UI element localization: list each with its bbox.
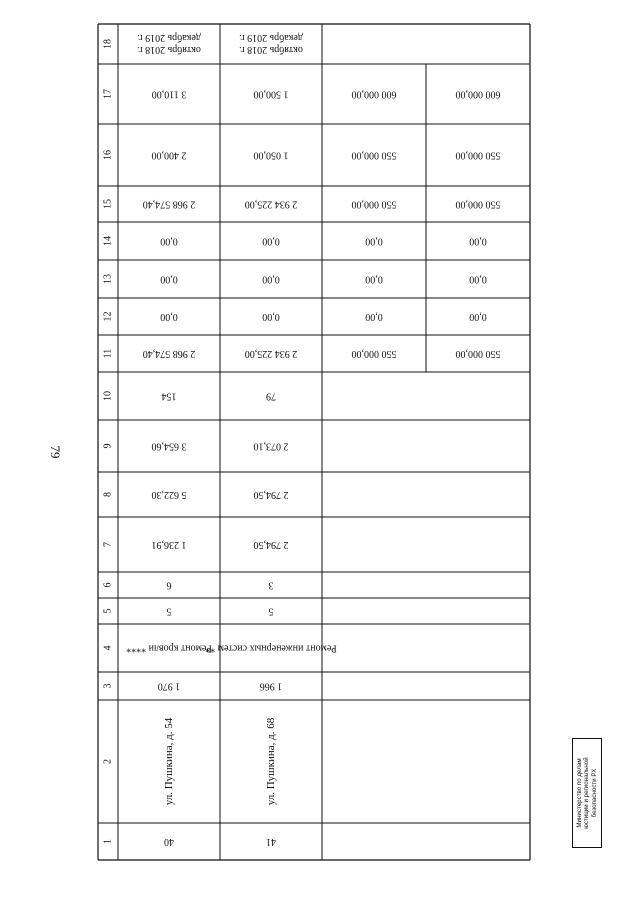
sub-cell-16: 550 000,00 — [351, 149, 397, 161]
cell-3: 1 966 — [259, 680, 283, 692]
work-type-cell: Ремонт инженерных систем ** — [205, 642, 337, 654]
sub-cell-17: 600 000,00 — [455, 88, 501, 100]
cell-16: 2 400,00 — [151, 149, 187, 161]
sub-cell-12: 0,00 — [365, 311, 383, 322]
column-number-16: 16 — [102, 150, 114, 160]
column-number-3: 3 — [102, 683, 114, 689]
address-cell: ул. Пушкина, д. 68 — [265, 717, 277, 806]
column-number-7: 7 — [102, 542, 114, 547]
cell-11: 2 968 574,40 — [142, 348, 196, 359]
cell-5: 5 — [268, 605, 274, 617]
column-number-2: 2 — [102, 759, 114, 764]
cell-15: 2 934 225,00 — [244, 198, 298, 210]
cell-7: 2 794,50 — [253, 539, 289, 550]
cell-5: 5 — [166, 605, 172, 617]
column-number-18: 18 — [102, 39, 114, 49]
column-number-14: 14 — [102, 236, 114, 246]
sub-cell-12: 0,00 — [469, 311, 487, 322]
period-cell: октябрь 2018 г.декабрь 2019 г. — [239, 32, 303, 55]
sub-cell-13: 0,00 — [365, 273, 383, 285]
ministry-stamp — [572, 738, 602, 848]
cell-12: 0,00 — [262, 311, 280, 322]
cell-6: 6 — [166, 579, 172, 591]
cell-11: 2 934 225,00 — [244, 348, 298, 359]
stamp-line-3: безопасности РХ — [590, 768, 598, 818]
cell-15: 2 968 574,40 — [142, 198, 196, 210]
cell-10: 79 — [266, 390, 276, 402]
stamp-text — [576, 739, 598, 847]
cell-13: 0,00 — [160, 273, 178, 285]
cell-1: 40 — [164, 836, 174, 847]
cell-3: 1 970 — [157, 680, 181, 692]
stamp-line-2: юстиции и региональной — [583, 757, 591, 829]
sub-cell-15: 550 000,00 — [455, 198, 501, 210]
cell-8: 5 622,30 — [151, 489, 187, 500]
column-number-5: 5 — [102, 608, 114, 614]
cell-7: 1 236,91 — [151, 539, 187, 550]
sub-cell-14: 0,00 — [469, 235, 487, 247]
column-number-12: 12 — [102, 311, 114, 322]
column-number-13: 13 — [102, 274, 114, 284]
sub-cell-11: 550 000,00 — [351, 348, 397, 359]
column-number-8: 8 — [102, 492, 114, 497]
column-number-17: 17 — [102, 89, 114, 99]
address-cell: ул. Пушкина, д. 54 — [163, 717, 175, 806]
column-number-1: 1 — [102, 839, 114, 844]
column-number-10: 10 — [102, 391, 114, 401]
column-number-6: 6 — [102, 582, 114, 588]
sub-cell-17: 600 000,00 — [351, 88, 397, 100]
table-text — [103, 32, 501, 847]
cell-1: 41 — [266, 836, 276, 847]
column-number-11: 11 — [102, 348, 114, 359]
sub-cell-13: 0,00 — [469, 273, 487, 285]
cell-12: 0,00 — [160, 311, 178, 322]
stamp-line-1: Министерство по делам — [575, 758, 583, 828]
sub-cell-16: 550 000,00 — [455, 149, 501, 161]
column-number-4: 4 — [102, 645, 114, 651]
work-type-cell: Ремонт кровли **** — [126, 642, 212, 654]
sub-cell-14: 0,00 — [365, 235, 383, 247]
cell-10: 154 — [161, 390, 177, 402]
sub-cell-11: 550 000,00 — [455, 348, 501, 359]
cell-9: 3 654,60 — [151, 440, 187, 452]
cell-17: 3 110,00 — [151, 88, 187, 100]
cell-9: 2 073,10 — [253, 440, 289, 452]
page-number: 79 — [48, 445, 63, 459]
column-number-15: 15 — [102, 199, 114, 209]
cell-13: 0,00 — [262, 273, 280, 285]
column-number-9: 9 — [102, 443, 114, 449]
cell-17: 1 500,00 — [253, 88, 289, 100]
cell-16: 1 050,00 — [253, 149, 289, 161]
cell-8: 2 794,50 — [253, 489, 289, 500]
cell-14: 0,00 — [262, 235, 280, 247]
cell-14: 0,00 — [160, 235, 178, 247]
cell-6: 3 — [268, 579, 274, 591]
period-cell: октябрь 2018 г.декабрь 2019 г. — [137, 32, 201, 55]
sub-cell-15: 550 000,00 — [351, 198, 397, 210]
